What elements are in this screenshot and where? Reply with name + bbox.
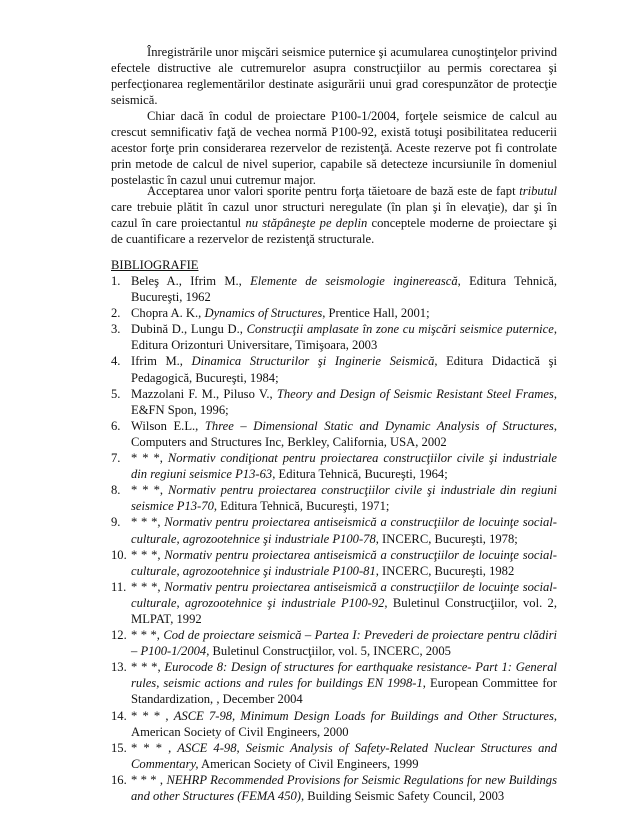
- bibliography-item-number: 14.: [111, 708, 127, 723]
- text-run: , Editura Didactică şi Pedagogică, Bucureşti, 1984;: [131, 354, 557, 385]
- text-run: American Society of Civil Engineers, 2000: [131, 724, 349, 739]
- italic-text-run: NEHRP Recommended Provisions for Seismic Regulations for new Buildings and other Structures (FEMA 450),: [131, 772, 557, 803]
- italic-text-run: Dynamics of Structures: [204, 306, 323, 321]
- text-run: * * *,: [131, 547, 165, 562]
- text-run: , Editura Tehnică, Bucureşti, 1964;: [272, 467, 448, 482]
- italic-text-run: Cod de proiectare seismică – Partea I: Prevederi de proiectare pentru clădiri – P100-1/2004: [131, 628, 557, 659]
- italic-text-run: Theory and Design of Seismic Resistant Steel Frames: [276, 386, 554, 401]
- italic-text-run: tributul: [519, 184, 557, 198]
- bibliography-item-number: 9.: [111, 515, 121, 530]
- italic-text-run: Normativ condiţionat pentru proiectarea construcţiilor civile şi industriale din regiuni seismice P13-63: [131, 451, 557, 482]
- text-run: Ifrim M.,: [131, 354, 192, 369]
- bibliography-item: [111, 659, 557, 707]
- bibliography-item-text: [131, 659, 557, 707]
- text-run: * * * ,: [131, 772, 167, 787]
- bibliography-item: [111, 772, 557, 804]
- text-run: * * *,: [131, 660, 165, 675]
- bibliography-list: [111, 273, 557, 804]
- text-run: , European Committee for Standardization, , December 2004: [131, 676, 557, 707]
- text-run: American Society of Civil Engineers, 1999: [198, 756, 419, 771]
- bibliography-item: [111, 708, 557, 740]
- italic-text-run: Eurocode 8: Design of structures for earthquake resistance- Part 1: General rules, seismic actions and rules for buildings EN 1998-1: [131, 660, 558, 691]
- text-run: * * *,: [131, 451, 168, 466]
- text-run: Wilson E.L.,: [131, 418, 205, 433]
- text-run: , Prentice Hall, 2001;: [322, 306, 430, 321]
- bibliography-item-number: 5.: [111, 386, 121, 401]
- italic-text-run: Construcţii amplasate în zone cu mişcări seismice puternice: [246, 322, 554, 337]
- italic-text-run: ASCE 4-98, Seismic Analysis of Safety-Related Nuclear Structures and Commentary,: [131, 740, 557, 771]
- bibliography-item-number: 12.: [111, 628, 127, 643]
- text-run: , Buletinul Construcţiilor, vol. 2, MLPAT, 1992: [131, 595, 557, 626]
- text-run: * * *,: [131, 628, 164, 643]
- bibliography-item: [111, 273, 557, 305]
- bibliography-item-number: 1.: [111, 274, 121, 288]
- italic-text-run: nu stăpâneşte pe deplin: [245, 216, 368, 231]
- bibliography-item-text: [131, 579, 557, 627]
- italic-text-run: Normativ pentru proiectarea antiseismică a construcţiilor de locuinţe social-culturale, agrozootehnice şi industriale P100-78: [131, 515, 558, 546]
- text-run: , INCERC, Bucureşti, 1982: [375, 563, 515, 578]
- bibliography-item-text: [131, 547, 557, 579]
- text-run: , E&FN Spon, 1996;: [131, 386, 557, 417]
- text-run: conceptele moderne de proiectare şi de cuantificare a rezervelor de rezistenţă structurale.: [111, 216, 557, 247]
- italic-text-run: Normativ pentru proiectarea antiseismică a construcţiilor de locuinţe social-culturale, agrozootehnice şi industriale P100-81: [131, 547, 558, 578]
- text-run: , Editura Tehnică, Bucureşti, 1962: [131, 274, 558, 305]
- bibliography-item-text: [131, 273, 557, 305]
- bibliography-item-number: 10.: [111, 547, 127, 562]
- bibliography-item-number: 15.: [111, 740, 127, 755]
- bibliography-item-text: [131, 353, 557, 385]
- body-paragraph-3: [111, 183, 557, 247]
- text-run: Mazzolani F. M., Piluso V.,: [131, 386, 277, 401]
- bibliography-item-text: [131, 482, 557, 514]
- text-run: Acceptarea unor valori sporite pentru forţa tăietoare de bază este de fapt: [147, 184, 520, 198]
- bibliography-item-number: 8.: [111, 483, 121, 498]
- bibliography-item-text: [131, 772, 557, 804]
- bibliography-item-number: 6.: [111, 418, 121, 433]
- text-run: * * * ,: [131, 740, 178, 755]
- bibliography-item-text: [131, 321, 557, 353]
- text-run: Dubină D., Lungu D.,: [131, 322, 247, 337]
- bibliography-item: [111, 450, 557, 482]
- bibliography-item: [111, 579, 557, 627]
- bibliography-item-text: [131, 305, 557, 321]
- text-run: * * *,: [131, 483, 169, 498]
- bibliography-item: [111, 482, 557, 514]
- text-run: Building Seismic Safety Council, 2003: [304, 789, 505, 803]
- bibliography-item-text: [131, 450, 557, 482]
- text-run: , Computers and Structures Inc, Berkley, California, USA, 2002: [131, 418, 557, 449]
- body-paragraph-2: [111, 108, 557, 188]
- italic-text-run: Dinamica Structurilor şi Inginerie Seismică: [191, 354, 435, 369]
- text-run: * * *,: [131, 579, 165, 594]
- text-run: , INCERC, Bucureşti, 1978;: [375, 531, 518, 546]
- bibliography-item-number: 4.: [111, 354, 121, 369]
- text-run: * * *,: [131, 515, 165, 530]
- italic-text-run: Three – Dimensional Static and Dynamic Analysis of Structures: [204, 418, 554, 433]
- italic-text-run: Normativ pentru proiectarea construcţiilor civile şi industriale din regiuni seismice P13-70: [131, 483, 558, 514]
- bibliography-item: [111, 353, 557, 385]
- italic-text-run: Elemente de seismologie inginerească: [250, 274, 458, 288]
- bibliography-item-number: 11.: [111, 579, 127, 594]
- italic-text-run: ASCE 7-98, Minimum Design Loads for Buildings and Other Structures,: [173, 708, 557, 723]
- text-run: Chiar dacă în codul de proiectare P100-1/2004, forţele seismice de calcul au crescut semnificativ faţă de vechea normă P100-92, există totuşi posibilitatea reducerii acestor forţe prin considerarea rezervelor de rezistenţă. Aceste rezerve pot fi controlate prin metode de calcul de nivel superior, capabile să detecteze incursiunile în domeniul postelastic în cazul unui cutremur major.: [111, 109, 557, 188]
- bibliography-item-text: [131, 627, 557, 659]
- bibliography-item: [111, 627, 557, 659]
- bibliography-item: [111, 321, 557, 353]
- bibliography-heading: BIBLIOGRAFIE: [111, 258, 199, 272]
- text-run: Chopra A. K.,: [131, 306, 205, 321]
- text-run: Înregistrările unor mişcări seismice puternice şi acumularea cunoştinţelor privind efectele distructive ale cutremurelor asupra construcţiilor au permis corectarea şi perfecţionarea reglementărilor destinate asigurării unui grad corespunzător de protecţie seismică.: [111, 45, 557, 108]
- bibliography-item-number: 16.: [111, 772, 127, 787]
- bibliography-item-text: [131, 418, 557, 450]
- text-run: Beleş A., Ifrim M.,: [131, 274, 251, 288]
- bibliography-item-text: [131, 386, 557, 418]
- text-run: , Editura Tehnică, Bucureşti, 1971;: [213, 499, 390, 514]
- bibliography-item-text: [131, 514, 557, 546]
- bibliography-item: [111, 740, 557, 772]
- bibliography-item: [111, 547, 557, 579]
- bibliography-item: [111, 386, 557, 418]
- text-run: , Buletinul Construcţiilor, vol. 5, INCERC, 2005: [206, 644, 451, 659]
- body-paragraph-1: [111, 44, 557, 108]
- text-run: * * * ,: [131, 708, 174, 723]
- text-run: care trebuie plătit în cazul unor structuri neregulate (în plan şi în elevaţie), dar şi în cazul în care proiectantul: [111, 200, 557, 231]
- italic-text-run: Normativ pentru proiectarea antiseismică a construcţiilor de locuinţe social-culturale, agrozootehnice şi industriale P100-92: [131, 579, 558, 610]
- bibliography-item-number: 13.: [111, 660, 127, 675]
- text-run: , Editura Orizonturi Universitare, Timişoara, 2003: [131, 322, 557, 353]
- bibliography-item-number: 7.: [111, 451, 121, 466]
- bibliography-item: [111, 305, 557, 321]
- bibliography-item-number: 3.: [111, 322, 121, 337]
- bibliography-item: [111, 514, 557, 546]
- bibliography-item-number: 2.: [111, 306, 121, 321]
- bibliography-item: [111, 418, 557, 450]
- bibliography-item-text: [131, 708, 557, 740]
- bibliography-item-text: [131, 740, 557, 772]
